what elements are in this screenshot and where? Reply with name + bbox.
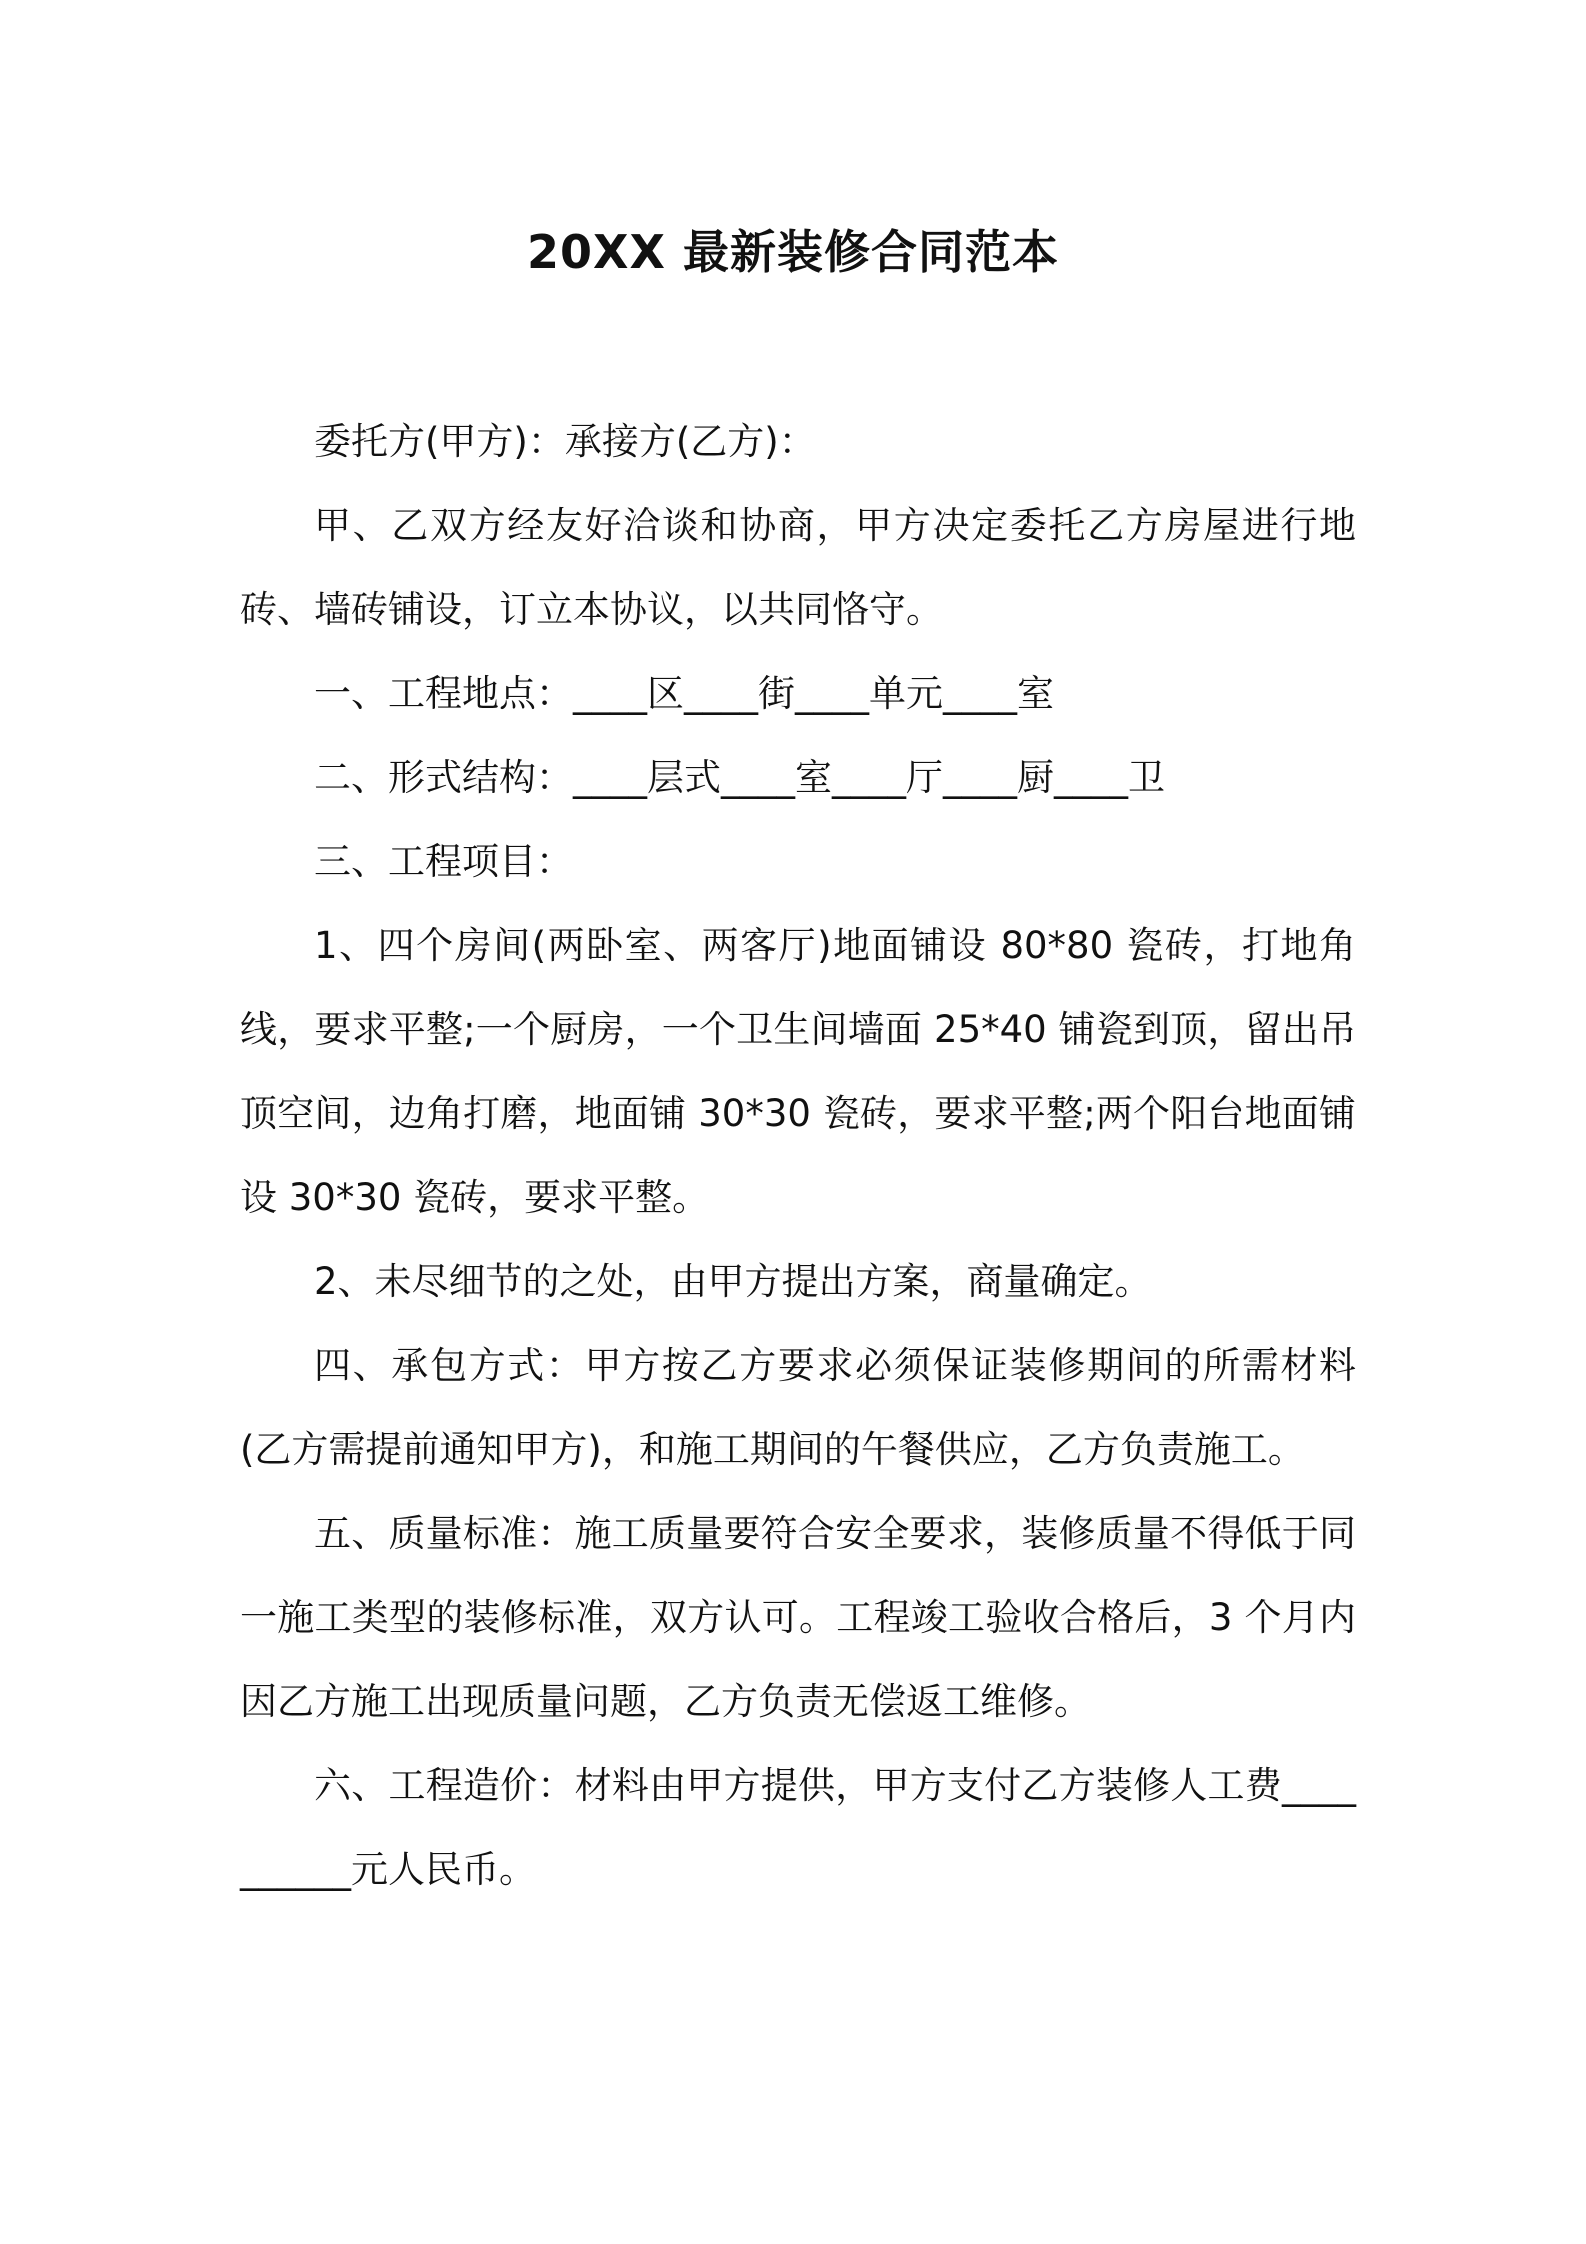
paragraph-item-1: 1、四个房间(两卧室、两客厅)地面铺设 80*80 瓷砖，打地角线，要求平整;一个厨房，一个卫生间墙面 25*40 铺瓷到顶，留出吊顶空间，边角打磨，地面铺 30*30 瓷砖，要求平整;两个阳台地面铺设 30*30 瓷砖，要求平整。 [240, 924, 1356, 1219]
paragraph-items-heading: 三、工程项目： [314, 840, 573, 883]
paragraph-location: 一、工程地点：____区____街____单元____室 [314, 672, 1054, 715]
paragraph-quality-standard: 五、质量标准：施工质量要符合安全要求，装修质量不得低于同一施工类型的装修标准，双方认可。工程竣工验收合格后，3 个月内因乙方施工出现质量问题，乙方负责无偿返工维修。 [240, 1512, 1356, 1723]
paragraph-intro: 甲、乙双方经友好洽谈和协商，甲方决定委托乙方房屋进行地砖、墙砖铺设，订立本协议，以共同恪守。 [240, 504, 1356, 631]
paragraph-parties: 委托方(甲方)：承接方(乙方)： [314, 420, 816, 463]
paragraph-structure: 二、形式结构：____层式____室____厅____厨____卫 [314, 756, 1165, 799]
paragraph-contract-method: 四、承包方式：甲方按乙方要求必须保证装修期间的所需材料(乙方需提前通知甲方)，和施工期间的午餐供应，乙方负责施工。 [240, 1344, 1356, 1471]
document-title: 20XX 最新装修合同范本 [527, 225, 1059, 279]
document-body [240, 400, 1356, 1912]
paragraph-cost: 六、工程造价：材料由甲方提供，甲方支付乙方装修人工费__________元人民币。 [240, 1764, 1356, 1891]
paragraph-item-2: 2、未尽细节的之处，由甲方提出方案，商量确定。 [314, 1260, 1152, 1303]
